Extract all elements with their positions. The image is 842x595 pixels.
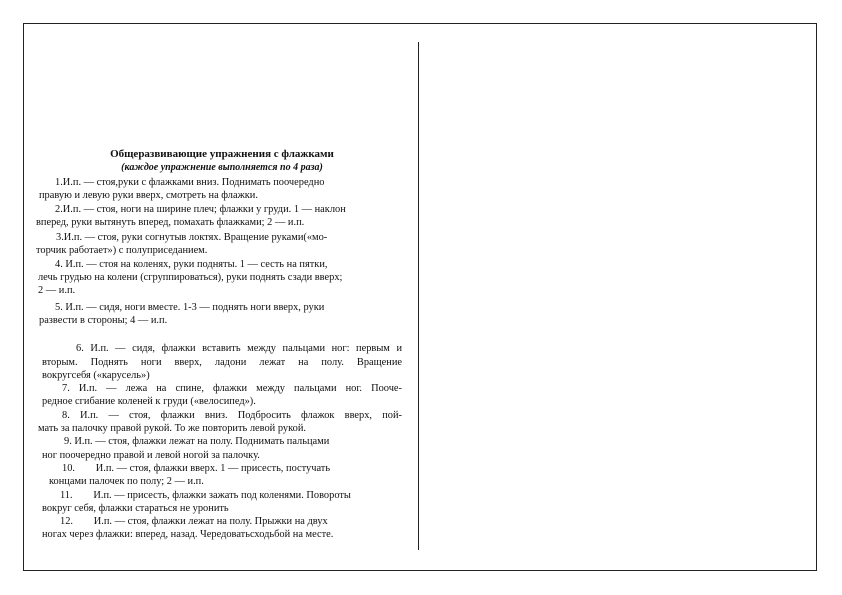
exercise-11-line-2: вокруг себя, флажки стараться не уронить [42, 502, 229, 514]
exercise-7-line-1: 7. И.п. — лежа на спине, флажки между пальцами ног. Пооче- [62, 383, 402, 395]
exercise-9-line-2: ног поочередно правой и левой ногой за палочку. [42, 449, 260, 461]
exercise-8-line-2: мать за палочку правой рукой. То же повторить левой рукой. [38, 423, 306, 435]
exercise-5-line-2: развести в стороны; 4 — и.п. [39, 314, 168, 326]
left-column [36, 148, 408, 542]
exercise-4-line-3: 2 — и.п. [38, 285, 76, 297]
exercise-5-line-1: 5. И.п. — сидя, ноги вместе. 1-3 — поднять ноги вверх, руки [55, 301, 325, 313]
exercise-3-line-1: 3.И.п. — стоя, руки согнутыв локтях. Вращение руками(«мо- [56, 232, 328, 244]
exercise-7-line-2: редное сгибание коленей к груди («велосипед»). [42, 396, 256, 408]
exercise-10-line-2: концами палочек по полу; 2 — и.п. [49, 476, 204, 488]
exercise-1-line-1: 1.И.п. — стоя,руки с флажками вниз. Поднимать поочередно [55, 177, 325, 188]
document-subtitle: (каждое упражнение выполняется по 4 раза) [121, 162, 323, 173]
exercise-12-line-1: 12. И.п. — стоя, флажки лежат на полу. Прыжки на двух [60, 516, 328, 528]
column-divider [418, 42, 419, 550]
exercise-6-line-2: вторым. Поднять ноги вверх, ладони лежат на полу. Вращение [42, 356, 402, 368]
exercise-2-line-2: вперед, руки вытянуть вперед, помахать флажками; 2 — и.п. [36, 216, 305, 228]
exercise-4-line-1: 4. И.п. — стоя на коленях, руки подняты. 1 — сесть на пятки, [55, 258, 328, 270]
exercise-6-line-1: 6. И.п. — сидя, флажки вставить между пальцами ног: первым и [76, 343, 402, 355]
exercise-10-line-1: 10. И.п. — стоя, флажки вверх. 1 — присесть, постучать [62, 462, 331, 474]
document-title: Общеразвивающие упражнения с флажками [110, 148, 334, 160]
exercise-4-line-2: лечь грудью на колени (сгруппироваться), руки поднять сзади вверх; [38, 272, 343, 284]
exercise-11-line-1: 11. И.п. — присесть, флажки зажать под коленями. Повороты [60, 489, 351, 501]
exercise-1-line-2: правую и левую руки вверх, смотреть на флажки. [39, 190, 258, 202]
exercise-12-line-2: ногах через флажки: вперед, назад. Чередоватьсходьбой на месте. [42, 529, 334, 541]
exercise-6-line-3: вокругсебя («карусель») [42, 369, 150, 381]
exercise-2-line-1: 2.И.п. — стоя, ноги на ширине плеч; флажки у груди. 1 — наклон [55, 203, 346, 215]
exercise-3-line-2: торчик работает») с полуприседанием. [36, 245, 208, 257]
exercise-9-line-1: 9. И.п. — стоя, флажки лежат на полу. Поднимать пальцами [64, 436, 330, 448]
exercise-8-line-1: 8. И.п. — стоя, флажки вниз. Подбросить флажок вверх, пой- [62, 409, 402, 421]
